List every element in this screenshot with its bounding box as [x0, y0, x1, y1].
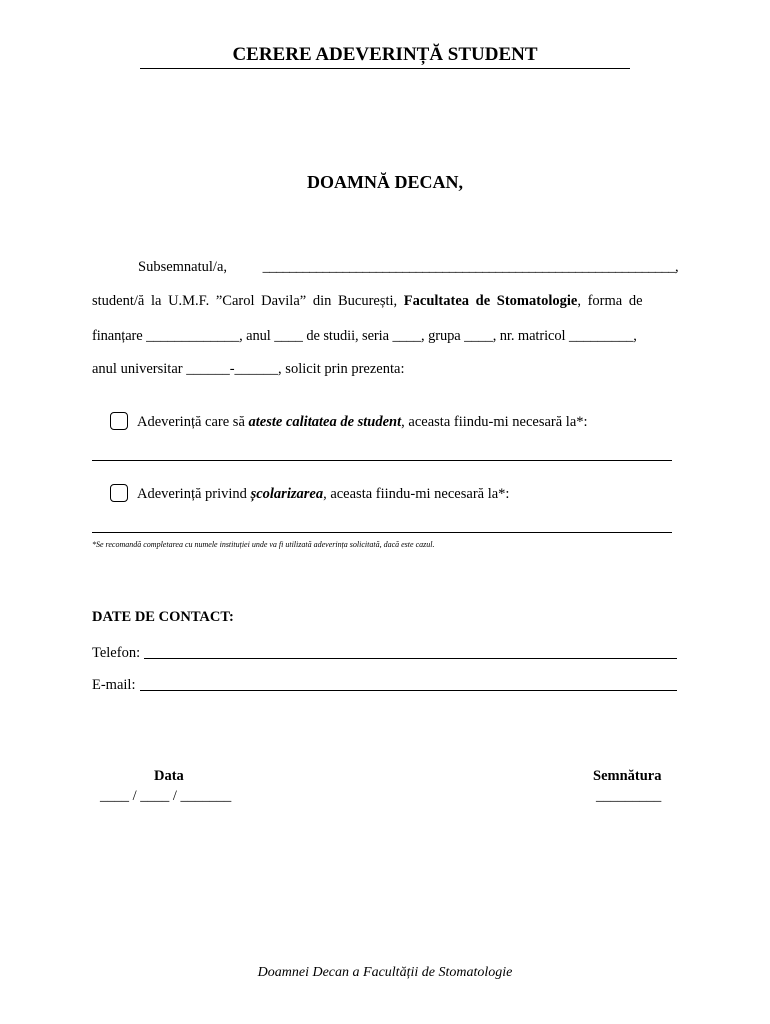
option-1-checkbox[interactable] [110, 412, 128, 435]
body-line-3[interactable]: finanțare _____________, anul ____ de studii, seria ____, grupa ____, nr. matricol _________, [92, 328, 637, 344]
option-1-text [137, 414, 588, 431]
footnote: *Se recomandă completarea cu numele instituției unde va fi utilizată adeverința solicitată, dacă este cazul. [92, 540, 435, 549]
subsemnatul-label: Subsemnatul/a, [138, 259, 228, 275]
name-blank-field[interactable]: ______________________________________________________________, [262, 259, 678, 275]
option-2-prefix: Adeverință privind [137, 486, 247, 502]
email-row [92, 677, 677, 694]
date-label: Data [154, 768, 184, 784]
option-2-answer-line[interactable] [92, 532, 672, 533]
body-line-2 [92, 293, 678, 310]
signature-label: Semnătura [593, 768, 662, 784]
checkbox-icon[interactable] [110, 484, 128, 502]
phone-field[interactable] [144, 658, 677, 659]
option-2-suffix: , aceasta fiindu-mi necesară la*: [323, 486, 510, 502]
option-1-suffix: , aceasta fiindu-mi necesară la*: [401, 414, 588, 430]
body-line-1 [138, 259, 678, 276]
email-field[interactable] [140, 690, 678, 691]
option-2-text [137, 486, 509, 503]
contact-heading: DATE DE CONTACT: [92, 609, 234, 625]
option-2-emphasis: școlarizarea [250, 486, 324, 502]
body-line-4[interactable]: anul universitar ______-______, solicit prin prezenta: [92, 361, 405, 377]
option-1-emphasis: ateste calitatea de student [248, 414, 402, 430]
forma-text: , forma de [577, 293, 643, 309]
page-title: CERERE ADEVERINȚĂ STUDENT [140, 44, 630, 69]
date-field[interactable]: ____ / ____ / _______ [100, 788, 232, 804]
option-1-answer-line[interactable] [92, 460, 672, 461]
phone-label: Telefon: [92, 645, 141, 661]
footer-addressee: Doamnei Decan a Facultății de Stomatologie [257, 965, 513, 980]
checkbox-icon[interactable] [110, 412, 128, 430]
option-2-checkbox[interactable] [110, 484, 128, 507]
email-label: E-mail: [92, 677, 136, 693]
option-1-prefix: Adeverință care să [137, 414, 245, 430]
greeting: DOAMNĂ DECAN, [307, 172, 463, 192]
university-text: student/ă la U.M.F. ”Carol Davila” din București, [92, 293, 398, 309]
signature-field[interactable]: _________ [596, 788, 662, 804]
phone-row [92, 645, 677, 662]
faculty-name: Facultatea de Stomatologie [403, 293, 578, 309]
